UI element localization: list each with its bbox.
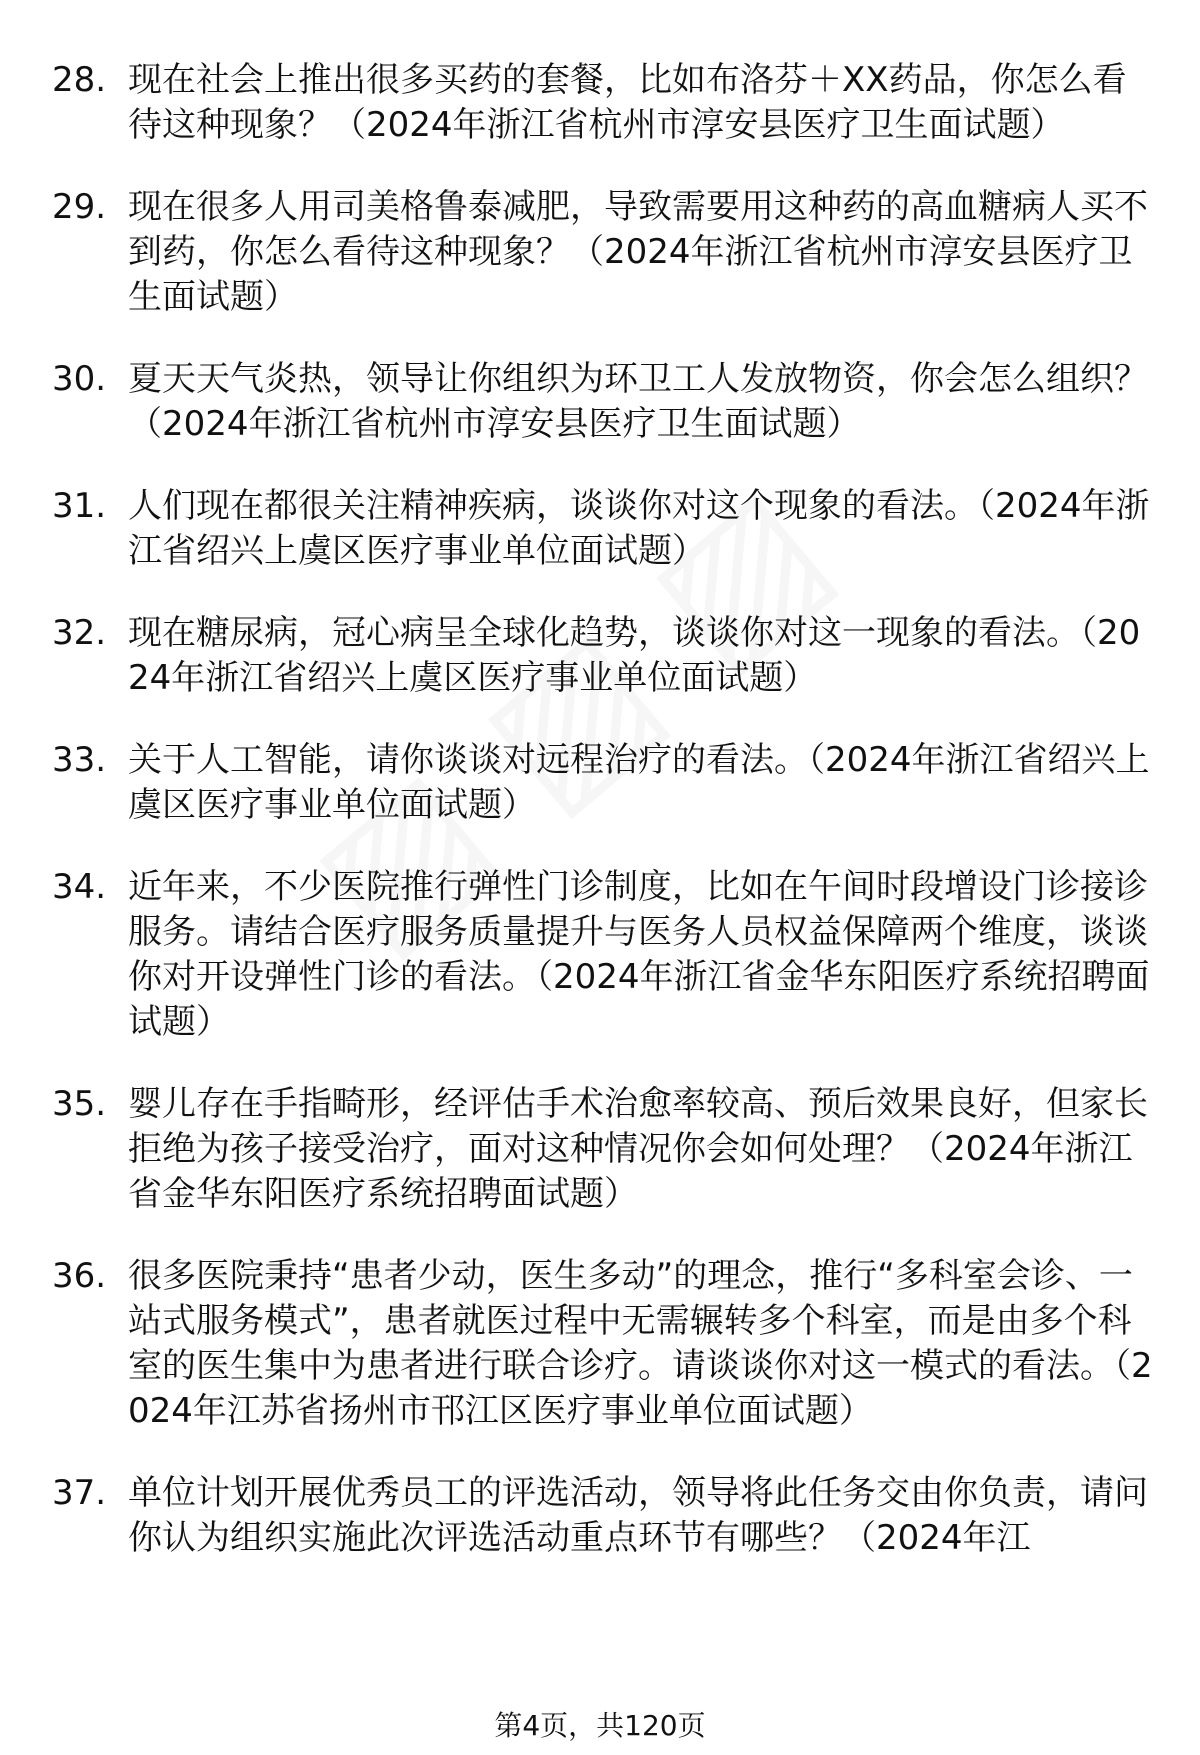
question-text: 现在糖尿病，冠心病呈全球化趋势，谈谈你对这一现象的看法。（2024年浙江省绍兴上虞区医疗事业单位面试题）: [128, 613, 1141, 698]
question-number: 37.: [52, 1473, 107, 1513]
question-number: 30.: [52, 359, 107, 399]
page-footer: 第4页，共120页: [494, 1709, 706, 1742]
question-text: 人们现在都很关注精神疾病，谈谈你对这个现象的看法。（2024年浙江省绍兴上虞区医疗事业单位面试题）: [128, 486, 1150, 571]
question-text: 很多医院秉持“患者少动，医生多动”的理念，推行“多科室会诊、一站式服务模式”，患者就医过程中无需辗转多个科室，而是由多个科室的医生集中为患者进行联合诊疗。请谈谈你对这一模式的看法。（2024年江苏省扬州市邗江区医疗事业单位面试题）: [128, 1256, 1153, 1431]
question-text: 关于人工智能，请你谈谈对远程治疗的看法。（2024年浙江省绍兴上虞区医疗事业单位面试题）: [128, 740, 1150, 825]
question-text: 婴儿存在手指畸形，经评估手术治愈率较高、预后效果良好，但家长拒绝为孩子接受治疗，面对这种情况你会如何处理？（2024年浙江省金华东阳医疗系统招聘面试题）: [128, 1084, 1148, 1214]
question-item-35: [52, 1082, 1157, 1217]
question-number: 36.: [52, 1256, 107, 1296]
question-text: 近年来，不少医院推行弹性门诊制度，比如在午间时段增设门诊接诊服务。请结合医疗服务质量提升与医务人员权益保障两个维度，谈谈你对开设弹性门诊的看法。（2024年浙江省金华东阳医疗系统招聘面试题）: [128, 867, 1150, 1042]
question-number: 31.: [52, 486, 107, 526]
question-item-31: [52, 484, 1157, 574]
question-list: [52, 58, 1157, 1598]
question-item-37: [52, 1471, 1157, 1561]
question-text: 夏天天气炎热，领导让你组织为环卫工人发放物资，你会怎么组织？（2024年浙江省杭州市淳安县医疗卫生面试题）: [128, 359, 1148, 444]
question-number: 28.: [52, 60, 107, 100]
question-item-28: [52, 58, 1157, 148]
question-text: 现在很多人用司美格鲁泰减肥，导致需要用这种药的高血糖病人买不到药，你怎么看待这种现象？（2024年浙江省杭州市淳安县医疗卫生面试题）: [128, 187, 1148, 317]
question-item-29: [52, 185, 1157, 320]
question-number: 29.: [52, 187, 107, 227]
question-item-36: [52, 1254, 1157, 1434]
question-text: 现在社会上推出很多买药的套餐，比如布洛芬＋XX药品，你怎么看待这种现象？（2024年浙江省杭州市淳安县医疗卫生面试题）: [128, 60, 1127, 145]
question-number: 35.: [52, 1084, 107, 1124]
question-text: 单位计划开展优秀员工的评选活动，领导将此任务交由你负责，请问你认为组织实施此次评选活动重点环节有哪些？（2024年江: [128, 1473, 1148, 1558]
question-number: 32.: [52, 613, 107, 653]
question-number: 33.: [52, 740, 107, 780]
question-number: 34.: [52, 867, 107, 907]
question-item-34: [52, 865, 1157, 1045]
question-item-33: [52, 738, 1157, 828]
question-item-30: [52, 357, 1157, 447]
question-item-32: [52, 611, 1157, 701]
